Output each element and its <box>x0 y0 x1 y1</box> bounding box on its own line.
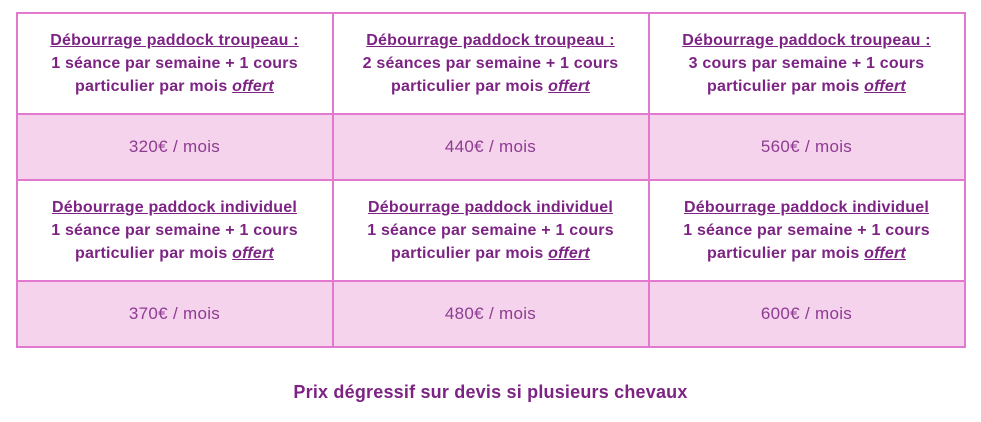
plan-title: Débourrage paddock troupeau : <box>366 32 615 49</box>
plan-title: Débourrage paddock individuel <box>52 199 297 216</box>
offert-label: offert <box>232 78 274 95</box>
price-text: 560€ / mois <box>760 137 853 156</box>
offert-label: offert <box>548 78 590 95</box>
price-cell <box>333 281 649 347</box>
plan-row-individuel <box>17 180 965 281</box>
plan-title: Débourrage paddock individuel <box>684 199 929 216</box>
price-text: 480€ / mois <box>444 304 537 323</box>
price-cell <box>649 281 965 347</box>
plan-description-line: 1 séance par semaine + 1 cours <box>51 55 298 72</box>
plan-cell <box>649 180 965 281</box>
price-cell <box>17 114 333 180</box>
footer-note: Prix dégressif sur devis si plusieurs chevaux <box>293 382 688 402</box>
plan-description-line: 2 séances par semaine + 1 cours <box>362 55 619 72</box>
plan-cell <box>333 13 649 114</box>
plan-description-line: particulier par mois offert <box>391 245 590 262</box>
plan-description-line: 3 cours par semaine + 1 cours <box>688 55 925 72</box>
plan-cell <box>17 180 333 281</box>
plan-cell <box>17 13 333 114</box>
offert-label: offert <box>548 245 590 262</box>
price-cell <box>17 281 333 347</box>
plan-row-troupeau <box>17 13 965 114</box>
plan-title: Débourrage paddock individuel <box>368 199 613 216</box>
pricing-table <box>16 12 966 348</box>
price-cell <box>333 114 649 180</box>
plan-description-line: 1 séance par semaine + 1 cours <box>683 222 930 239</box>
plan-description-line: particulier par mois offert <box>75 78 274 95</box>
plan-title: Débourrage paddock troupeau : <box>682 32 931 49</box>
price-text: 320€ / mois <box>128 137 221 156</box>
plan-description-line: 1 séance par semaine + 1 cours <box>367 222 614 239</box>
price-text: 440€ / mois <box>444 137 537 156</box>
price-text: 370€ / mois <box>128 304 221 323</box>
plan-cell <box>649 13 965 114</box>
plan-description-line: particulier par mois offert <box>75 245 274 262</box>
plan-cell <box>333 180 649 281</box>
price-row-troupeau <box>17 114 965 180</box>
offert-label: offert <box>864 78 906 95</box>
offert-label: offert <box>864 245 906 262</box>
price-row-individuel <box>17 281 965 347</box>
plan-description-line: particulier par mois offert <box>707 78 906 95</box>
plan-description-line: particulier par mois offert <box>707 245 906 262</box>
plan-description-line: particulier par mois offert <box>391 78 590 95</box>
price-text: 600€ / mois <box>760 304 853 323</box>
offert-label: offert <box>232 245 274 262</box>
price-cell <box>649 114 965 180</box>
plan-title: Débourrage paddock troupeau : <box>50 32 299 49</box>
plan-description-line: 1 séance par semaine + 1 cours <box>51 222 298 239</box>
